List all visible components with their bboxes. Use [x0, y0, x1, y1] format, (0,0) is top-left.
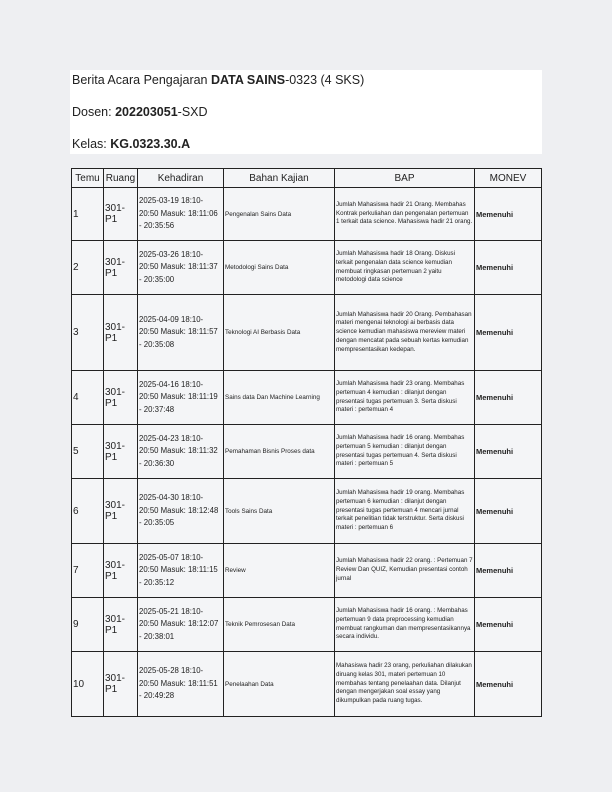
cell-temu: 3: [72, 295, 104, 371]
cell-kehadiran: 2025-03-19 18:10-20:50 Masuk: 18:11:06 - 20:35:56: [138, 188, 224, 241]
kelas-line: [72, 137, 190, 151]
cell-monev: Memenuhi: [475, 371, 542, 425]
header-box: [70, 70, 542, 154]
cell-ruang: 301-P1: [104, 295, 138, 371]
table-row: [72, 652, 542, 717]
kelas-label: Kelas:: [72, 137, 111, 151]
cell-bap: Jumlah Mahasiswa hadir 22 orang. : Pertemuan 7 Review Dan QUIZ, Kemudian presentasi contoh jurnal: [335, 544, 475, 598]
cell-ruang: 301-P1: [104, 598, 138, 652]
course-name: DATA SAINS: [210, 73, 286, 87]
table-row: [72, 544, 542, 598]
cell-bahan-kajian: Review: [224, 544, 335, 598]
cell-bap: Jumlah Mahasiswa hadir 19 orang. Membahas pertemuan 6 kemudian : dilanjut dengan presentasi tugas pertemuan 4 mencari jurnal terkait penelitian tidak terstruktur. Serta diskusi materi : pertemuan 6: [335, 479, 475, 544]
cell-bap: Jumlah Mahasiswa hadir 23 orang. Membahas pertemuan 4 kemudian : dilanjut dengan presentasi tugas pertemuan 3. Serta diskusi materi : pertemuan 4: [335, 371, 475, 425]
table-row: [72, 598, 542, 652]
cell-kehadiran: 2025-04-09 18:10-20:50 Masuk: 18:11:57 - 20:35:08: [138, 295, 224, 371]
column-header-kehadiran: Kehadiran: [138, 169, 224, 188]
table-row: [72, 371, 542, 425]
dosen-label: Dosen:: [72, 105, 116, 119]
cell-ruang: 301-P1: [104, 544, 138, 598]
cell-bahan-kajian: Sains data Dan Machine Learning: [224, 371, 335, 425]
cell-ruang: 301-P1: [104, 188, 138, 241]
cell-monev: Memenuhi: [475, 544, 542, 598]
table-row: [72, 295, 542, 371]
cell-ruang: 301-P1: [104, 371, 138, 425]
table-row: [72, 241, 542, 295]
attendance-table: [71, 168, 542, 717]
cell-ruang: 301-P1: [104, 425, 138, 479]
cell-ruang: 301-P1: [104, 652, 138, 717]
table-row: [72, 188, 542, 241]
column-header-ruang: Ruang: [104, 169, 138, 188]
cell-temu: 10: [72, 652, 104, 717]
column-header-bahan-kajian: Bahan Kajian: [224, 169, 335, 188]
table-row: [72, 479, 542, 544]
dosen-line: [72, 105, 208, 119]
cell-monev: Memenuhi: [475, 425, 542, 479]
cell-bap: Mahasiswa hadir 23 orang, perkuliahan dilakukan diruang kelas 301, materi pertemuan 10 membahas tentang penelaahan data. Dilanjut dengan mengerjakan soal essay yang dikumpulkan pada ruang tugas.: [335, 652, 475, 717]
column-header-bap: BAP: [335, 169, 475, 188]
cell-kehadiran: 2025-04-23 18:10-20:50 Masuk: 18:11:32 - 20:36:30: [138, 425, 224, 479]
cell-monev: Memenuhi: [475, 295, 542, 371]
title-suffix: -0323 (4 SKS): [285, 73, 365, 87]
cell-kehadiran: 2025-04-30 18:10-20:50 Masuk: 18:12:48 - 20:35:05: [138, 479, 224, 544]
cell-ruang: 301-P1: [104, 241, 138, 295]
kelas-code: KG.0323.30.A: [110, 137, 191, 151]
cell-bap: Jumlah Mahasiswa hadir 21 Orang. Membahas Kontrak perkuliahan dan pengenalan pertemuan 1 terkait data science. Mahasiswa hadir 21 orang.: [335, 188, 475, 241]
cell-bahan-kajian: Teknik Pemrosesan Data: [224, 598, 335, 652]
table-header-row: [72, 169, 542, 188]
cell-temu: 9: [72, 598, 104, 652]
cell-temu: 2: [72, 241, 104, 295]
cell-kehadiran: 2025-05-07 18:10-20:50 Masuk: 18:11:15 - 20:35:12: [138, 544, 224, 598]
cell-kehadiran: 2025-03-26 18:10-20:50 Masuk: 18:11:37 - 20:35:00: [138, 241, 224, 295]
title-prefix: Berita Acara Pengajaran: [72, 73, 211, 87]
cell-temu: 4: [72, 371, 104, 425]
cell-bap: Jumlah Mahasiswa hadir 18 Orang. Diskusi terkait pengenalan data science kemudian membuat ringkasan pertemuan 2 yaitu metodologi data science: [335, 241, 475, 295]
cell-bap: Jumlah Mahasiswa hadir 20 Orang. Pembahasan materi mengenai teknologi ai berbasis data science kemudian mahasiswa mereview materi dengan mencatat pada sebuah kertas kemudian mempresentasikan kedepan.: [335, 295, 475, 371]
cell-bap: Jumlah Mahasiswa hadir 16 orang. : Membahas pertemuan 9 data preprocessing kemudian membuat rangkuman dan mempresentasikannya secara individu.: [335, 598, 475, 652]
cell-bahan-kajian: Pemahaman Bisnis Proses data: [224, 425, 335, 479]
cell-kehadiran: 2025-05-28 18:10-20:50 Masuk: 18:11:51 - 20:49:28: [138, 652, 224, 717]
document-title: [72, 73, 364, 87]
cell-bahan-kajian: Penelaahan Data: [224, 652, 335, 717]
table-row: [72, 425, 542, 479]
cell-bahan-kajian: Pengenalan Sains Data: [224, 188, 335, 241]
cell-monev: Memenuhi: [475, 479, 542, 544]
cell-monev: Memenuhi: [475, 652, 542, 717]
cell-bahan-kajian: Teknologi AI Berbasis Data: [224, 295, 335, 371]
cell-temu: 1: [72, 188, 104, 241]
cell-temu: 6: [72, 479, 104, 544]
cell-bahan-kajian: Tools Sains Data: [224, 479, 335, 544]
cell-bahan-kajian: Metodologi Sains Data: [224, 241, 335, 295]
column-header-temu: Temu: [72, 169, 104, 188]
cell-ruang: 301-P1: [104, 479, 138, 544]
column-header-monev: MONEV: [475, 169, 542, 188]
cell-monev: Memenuhi: [475, 188, 542, 241]
dosen-suffix: -SXD: [177, 105, 208, 119]
dosen-id: 202203051: [115, 105, 178, 119]
cell-kehadiran: 2025-04-16 18:10-20:50 Masuk: 18:11:19 - 20:37:48: [138, 371, 224, 425]
cell-monev: Memenuhi: [475, 598, 542, 652]
cell-temu: 7: [72, 544, 104, 598]
cell-monev: Memenuhi: [475, 241, 542, 295]
cell-bap: Jumlah Mahasiswa hadir 16 orang. Membahas pertemuan 5 kemudian : dilanjut dengan presentasi tugas pertemuan 4. Serta diskusi materi : pertemuan 5: [335, 425, 475, 479]
cell-kehadiran: 2025-05-21 18:10-20:50 Masuk: 18:12:07 - 20:38:01: [138, 598, 224, 652]
cell-temu: 5: [72, 425, 104, 479]
